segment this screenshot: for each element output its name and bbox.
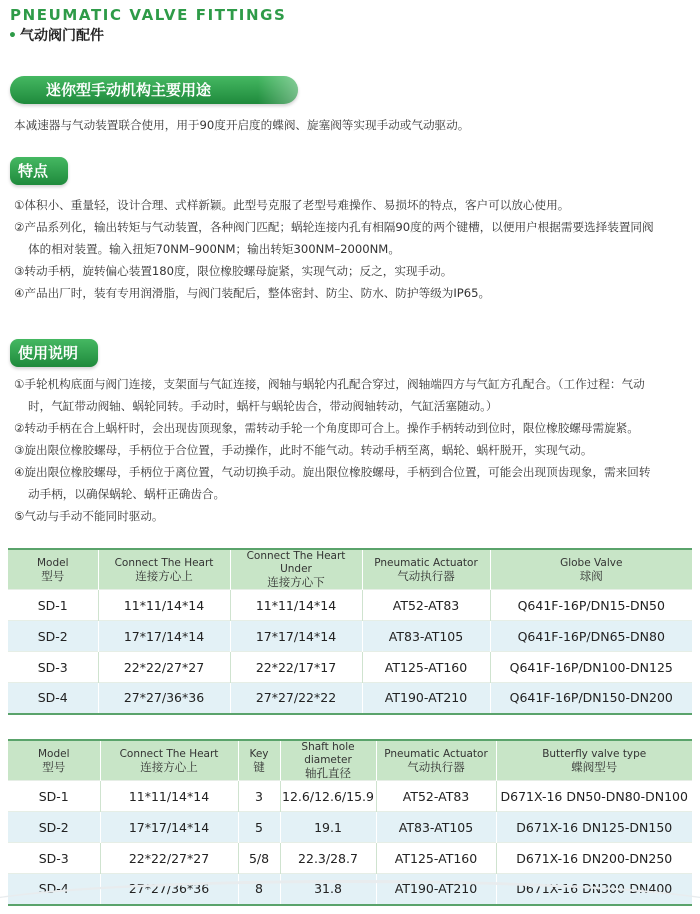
- table-cell: SD-4: [8, 683, 98, 714]
- table-row: [8, 781, 692, 812]
- table-cell: 5: [238, 812, 280, 843]
- table-cell: SD-2: [8, 812, 100, 843]
- table-cell: 31.8: [280, 874, 376, 905]
- header-title-en: PNEUMATIC VALVE FITTINGS: [10, 6, 287, 24]
- table-row: [8, 843, 692, 874]
- table-cell: AT125-AT160: [362, 652, 490, 683]
- header-label-en: Globe Valve: [560, 556, 623, 569]
- table-cell: D671X-16 DN300-DN400: [496, 874, 692, 905]
- column-header: [238, 740, 280, 781]
- table-cell: SD-3: [8, 843, 100, 874]
- table-row: [8, 621, 692, 652]
- header-label-cn: 连接方心上: [135, 568, 193, 583]
- header-label-en: Connect The Heart Under: [246, 550, 346, 575]
- header-label-en: Pneumatic Actuator: [384, 747, 488, 760]
- usage-item-2: ②转动手柄在合上蜗杆时，会出现齿顶现象，需转动手轮一个角度即可合上。操作手柄转动到位时，限位橡胶螺母需旋紧。: [14, 421, 639, 435]
- table-cell: D671X-16 DN200-DN250: [496, 843, 692, 874]
- table-row: [8, 590, 692, 621]
- bullet-dot-icon: •: [8, 28, 17, 44]
- table-cell: 22*22/27*27: [98, 652, 230, 683]
- table-cell: 22*22/17*17: [230, 652, 362, 683]
- table-cell: 22*22/27*27: [100, 843, 238, 874]
- table-cell: 27*27/36*36: [100, 874, 238, 905]
- header-label-en: Butterfly valve type: [542, 747, 647, 760]
- table-cell: SD-1: [8, 781, 100, 812]
- intro-text: [14, 114, 690, 136]
- feature-item-2-cont: 体的相对装置。输入扭矩70NM–900NM；输出转矩300NM–2000NM。: [28, 242, 400, 256]
- feature-item-3: ③转动手柄，旋转偏心装置180度，限位橡胶螺母旋紧，实现气动；反之，实现手动。: [14, 264, 453, 278]
- table-cell: 11*11/14*14: [100, 781, 238, 812]
- table-cell: 11*11/14*14: [98, 590, 230, 621]
- table-cell: SD-4: [8, 874, 100, 905]
- table-cell: AT52-AT83: [376, 781, 496, 812]
- table-cell: 12.6/12.6/15.9: [280, 781, 376, 812]
- column-header: [100, 740, 238, 781]
- table-cell: 17*17/14*14: [230, 621, 362, 652]
- table-cell: Q641F-16P/DN15-DN50: [490, 590, 692, 621]
- table-cell: 11*11/14*14: [230, 590, 362, 621]
- usage-item-1-cont: 时，气缸带动阀轴、蜗轮同转。手动时，蜗杆与蜗轮齿合，带动阀轴转动，气缸活塞随动。）: [28, 399, 498, 413]
- column-header: [496, 740, 692, 781]
- header-label-en: Shaft hole diameter: [301, 741, 355, 766]
- usage-item-5: ⑤气动与手动不能同时驱动。: [14, 509, 164, 523]
- table-cell: Q641F-16P/DN100-DN125: [490, 652, 692, 683]
- globe-valve-spec-table: [8, 548, 692, 715]
- usage-title: 使用说明: [18, 344, 79, 362]
- header-label-en: Key: [249, 747, 269, 760]
- features-banner: [10, 157, 68, 185]
- table-cell: Q641F-16P/DN65-DN80: [490, 621, 692, 652]
- column-header: [280, 740, 376, 781]
- table-cell: AT83-AT105: [376, 812, 496, 843]
- table-cell: 3: [238, 781, 280, 812]
- header-label-cn: 连接方心上: [140, 759, 198, 774]
- table-cell: 17*17/14*14: [98, 621, 230, 652]
- table-cell: 27*27/22*22: [230, 683, 362, 714]
- column-header: [8, 740, 100, 781]
- usage-banner: [10, 339, 98, 367]
- header-title-cn: 气动阀门配件: [19, 28, 104, 44]
- table-cell: SD-1: [8, 590, 98, 621]
- main-section-title: 迷你型手动机构主要用途: [46, 81, 212, 99]
- table-row: [8, 652, 692, 683]
- header-label-cn: 球阀: [579, 568, 603, 583]
- column-header: [8, 549, 98, 590]
- table-cell: 5/8: [238, 843, 280, 874]
- usage-item-4-cont: 动手柄，以确保蜗轮、蜗杆正确齿合。: [28, 487, 226, 501]
- column-header: [362, 549, 490, 590]
- usage-item-4: ④旋出限位橡胶螺母，手柄位于离位置，气动切换手动。旋出限位橡胶螺母，手柄到合位置，可能会出现顶齿现象，需来回转: [14, 465, 651, 479]
- intro-paragraph: 本减速器与气动装置联合使用，用于90度开启度的蝶阀、旋塞阀等实现手动或气动驱动。: [14, 118, 470, 132]
- header-label-cn: 轴孔直径: [305, 766, 351, 780]
- table-cell: AT190-AT210: [362, 683, 490, 714]
- feature-item-2: ②产品系列化，输出转矩与气动装置，各种阀门匹配；蜗轮连接内孔有相隔90度的两个键槽，以便用户根据需要选择装置同阀: [14, 220, 654, 234]
- header-label-cn: 连接方心下: [267, 575, 325, 589]
- header-label-en: Model: [37, 747, 70, 760]
- column-header: [98, 549, 230, 590]
- header-label-cn: 型号: [41, 568, 65, 583]
- header-label-cn: 气动执行器: [397, 568, 455, 583]
- header-label-cn: 气动执行器: [407, 759, 465, 774]
- header-label-cn: 蝶阀型号: [571, 759, 618, 774]
- table-row: [8, 683, 692, 714]
- table-cell: AT125-AT160: [376, 843, 496, 874]
- table-cell: Q641F-16P/DN150-DN200: [490, 683, 692, 714]
- table-cell: SD-2: [8, 621, 98, 652]
- header-label-en: Pneumatic Actuator: [374, 556, 478, 569]
- table-cell: 8: [238, 874, 280, 905]
- table-cell: D671X-16 DN125-DN150: [496, 812, 692, 843]
- feature-item-1: ①体积小、重量轻，设计合理、式样新颖。此型号克服了老型号难操作、易损坏的特点，客户可以放心使用。: [14, 198, 570, 212]
- table-cell: 27*27/36*36: [98, 683, 230, 714]
- column-header: [230, 549, 362, 590]
- header-label-cn: 型号: [42, 759, 66, 774]
- header-label-en: Model: [36, 556, 69, 569]
- table-cell: 19.1: [280, 812, 376, 843]
- feature-item-4: ④产品出厂时，装有专用润滑脂，与阀门装配后，整体密封、防尘、防水、防护等级为IP65。: [14, 286, 491, 300]
- table-cell: AT190-AT210: [376, 874, 496, 905]
- table-cell: D671X-16 DN50-DN80-DN100: [496, 781, 692, 812]
- column-header: [490, 549, 692, 590]
- features-title: 特点: [18, 162, 49, 180]
- usage-list: [14, 373, 690, 527]
- header-label-en: Connect The Heart: [114, 556, 214, 569]
- table-cell: AT83-AT105: [362, 621, 490, 652]
- table-row: [8, 812, 692, 843]
- header-label-en: Connect The Heart: [119, 747, 219, 760]
- header-title-cn-wrap: [8, 25, 104, 45]
- usage-item-3: ③旋出限位橡胶螺母，手柄位于合位置，手动操作，此时不能气动。转动手柄至离，蜗轮、蜗杆脱开，实现气动。: [14, 443, 593, 457]
- table-cell: 17*17/14*14: [100, 812, 238, 843]
- table-cell: 22.3/28.7: [280, 843, 376, 874]
- features-list: [14, 194, 690, 304]
- table-cell: AT52-AT83: [362, 590, 490, 621]
- main-section-banner: [10, 76, 298, 104]
- column-header: [376, 740, 496, 781]
- table-cell: SD-3: [8, 652, 98, 683]
- usage-item-1: ①手轮机构底面与阀门连接，支架面与气缸连接，阀轴与蜗轮内孔配合穿过，阀轴端四方与气缸方孔配合。（工作过程：气动: [14, 377, 645, 391]
- header-label-cn: 键: [253, 759, 265, 774]
